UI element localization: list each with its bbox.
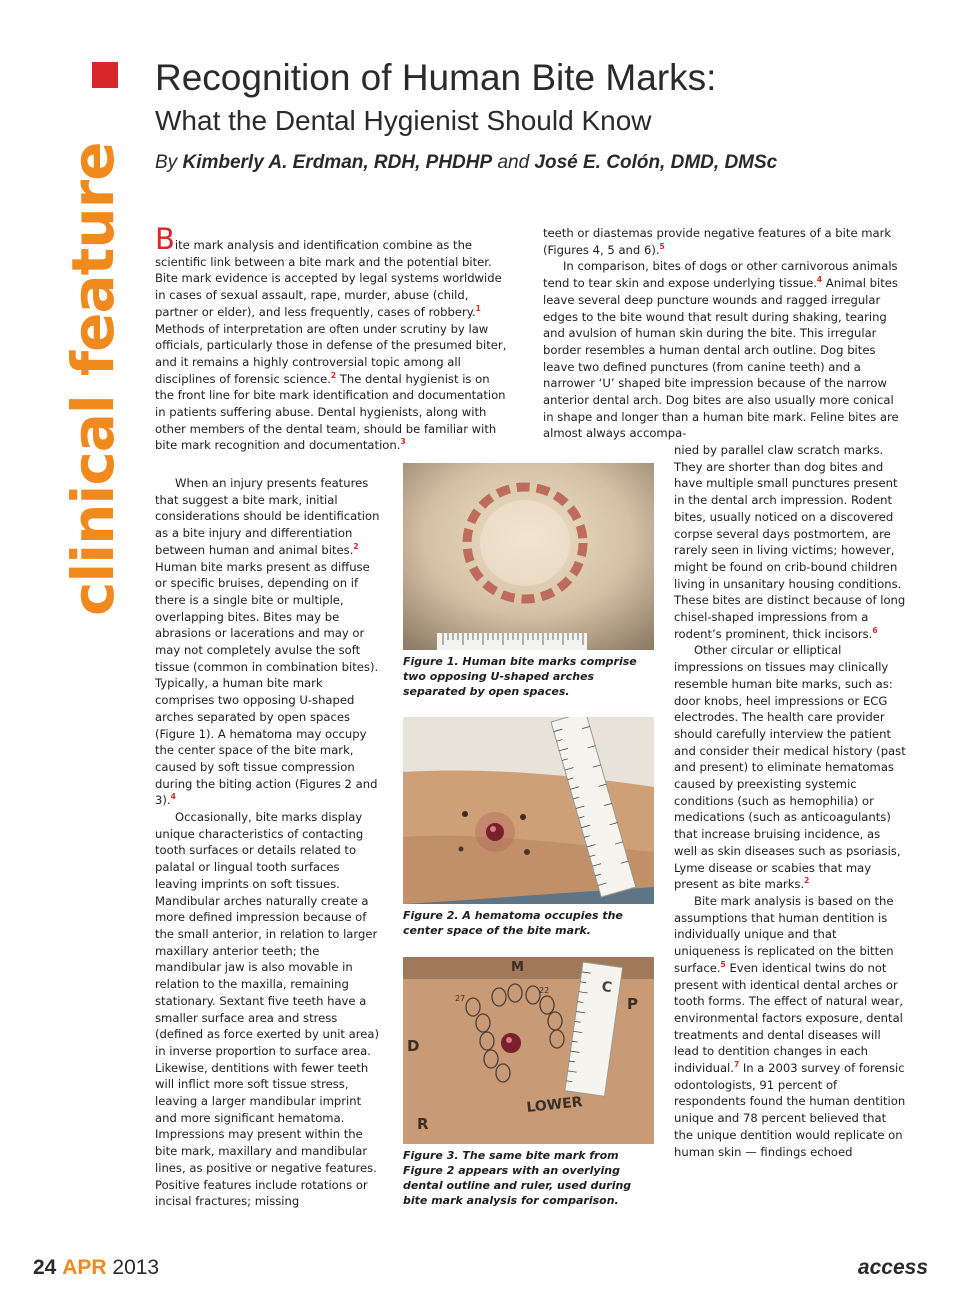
paragraph-intro: Bite mark analysis and identification combine as the scientific link between a bite mark and the potential biter. Bite mark evidence is accepted by legal systems worldwide in cases of sexual assault, rape, murder, abuse (child, partner or elder), and less frequently, cases of robbery.$^1$ Methods of interpretation are often under scrutiny by law officials, particularly those in defense of the presumed biter, and it remains a highly controversial topic among all disciplines of forensic science.$^2$ The dental hygienist is on the front line for bite mark identification and documentation in patients suffering abuse. Dental hygienists, along with other members of the dental team, should be familiar with bite mark recognition and documentation.$^3$ [155,222,507,453]
page-number: 24 [33,1256,57,1279]
author-2: José E. Colón, DMD, DMSc [534,152,778,173]
photo-label-bottom-left: R [417,1115,429,1133]
reference-mark: 2 [330,370,337,380]
photo-label-right: P [627,995,638,1013]
figure-2-photo [403,717,654,904]
column-3 [674,442,906,1160]
paragraph: Other circular or elliptical impressions on tissues may clinically resemble human bite marks, such as: door knobs, heel impressions or ECG electrodes. The health care provider should carefully interview the patient and consider their medical history (past and present) to eliminate hematomas caused by preexisting systemic conditions (such as hemophilia) or medications (such as anticoagulants) that increase bruising incidence, as well as skin diseases such as psoriasis, Lyme disease or scabies that may present as bite marks.$^2$ [674,643,906,892]
section-label: clinical feature [59,142,127,616]
drop-cap: B [155,222,175,256]
ruler-label: C [600,978,614,997]
column-2 [543,225,903,442]
paragraph: When an injury presents features that suggest a bite mark, initial considerations should be identification as a bite injury and differentiation between human and animal bites.$^2$ Human bite marks present as diffuse or specific bruises, depending on if there is a single bite or multiple, overlapping bites. Bites may be abrasions or lacerations and may or may not completely avulse the soft tissue (common in combination bites). Typically, a human bite mark comprises two opposing U-shaped arches separated by open spaces (Figure 1). A hematoma may occupy the center space of the bite mark, caused by soft tissue compression during the biting action (Figures 2 and 3).$^4$ [155,476,380,808]
issue-year: 2013 [112,1256,160,1279]
reference-mark: 7 [733,1060,740,1070]
reference-mark: 3 [400,437,406,447]
reference-mark: 2 [804,876,810,886]
reference-mark: 4 [170,792,176,802]
reference-mark: 6 [872,625,878,635]
figure-1-photo [403,463,654,650]
reference-mark: 4 [816,275,823,285]
column-1 [155,222,507,454]
issue-month: APR [62,1256,107,1279]
author-1: Kimberly A. Erdman, RDH, PHDHP [182,152,493,173]
figure-1-caption: Figure 1. Human bite marks comprise two opposing U-shaped arches separated by open spaces. [403,655,637,698]
reference-mark: 2 [353,541,359,551]
byline [155,150,945,176]
tooth-number-right: 22 [539,986,550,995]
column-1-continued [155,475,385,1210]
figure-2-caption: Figure 2. A hematoma occupies the center space of the bite mark. [403,909,623,937]
paragraph: Bite mark analysis is based on the assumptions that human dentition is individually unique and that uniqueness is replicated on the bitten surface.$^5$ Even identical twins do not present with identical dental arches or tooth forms. The effect of natural wear, environmental factors exposure, dental treatments and dental diseases will lead to dentition changes in each individual.$^7$ In a 2003 survey of forensic odontologists, 91 percent of respondents found the human dentition unique and 78 percent believed that the unique dentition would replicate on human skin — findings echoed [674,893,906,1159]
figure-3-photo [403,957,654,1144]
byline-by: By [155,152,178,173]
paragraph: In comparison, bites of dogs or other carnivorous animals tend to tear skin and expose underlying tissue.$^4$ Animal bites leave several deep puncture wounds and ragged irregular edges to the bite wound that result during shaking, tearing and avulsion of human skin during the bite. This irregular border resembles a human dental arch outline. Dog bites leave two defined punctures (from canine teeth) and a narrower ‘U’ shaped bite impression because of the narrow anterior dental arch. Dog bites are also usually more conical in shape and longer than a human bite mark. Feline bites are almost always accompa- [543,259,899,441]
paragraph: nied by parallel claw scratch marks. They are shorter than dog bites and have multiple small punctures present in the dental arch impression. Rodent bites, usually noticed on a discovered corpse several days postmortem, are rarely seen in living victims; however, might be found on crib-bound children living in unsanitary housing conditions. These bites are distinct because of long chisel-shaped impressions from a rodent’s prominent, thick incisors.$^6$ [674,443,906,641]
photo-label-top: M [511,960,524,975]
paragraph: teeth or diastemas provide negative features of a bite mark (Figures 4, 5 and 6).$^5$ [543,226,892,257]
photo-label-left: D [407,1037,420,1055]
paragraph: Occasionally, bite marks display unique characteristics of contacting tooth surfaces or details related to palatal or lingual tooth surfaces leaving imprints on soft tissues. Mandibular arches naturally create a more defined impression because of the small anterior, in relation to larger maxillary anterior teeth; the mandibular jaw is also movable in relation to the maxilla, remaining stationary. Sextant five teeth have a smaller surface area and stress (defined as force exerted by unit area) in inverse proportion to surface area. Likewise, dentitions with fewer teeth will inflict more soft tissue stress, leaving a larger mandibular imprint and more significant hematoma. Impressions may present within the bite mark, maxillary and mandibular lines, as positive or negative features. Positive features include rotations or incisal fractures; missing [155,810,380,1209]
reference-mark: 5 [659,241,665,251]
reference-mark: 5 [720,959,726,969]
publication-name: access [857,1256,928,1279]
footer-folio [33,1254,159,1282]
tooth-number-left: 27 [455,994,466,1003]
reference-mark: 1 [475,303,481,313]
byline-and: and [497,152,530,173]
photo-label-bottom: LOWER [525,1094,584,1116]
article-title: Recognition of Human Bite Marks: [155,57,717,98]
article-subtitle: What the Dental Hygienist Should Know [155,105,652,136]
figure-3-caption: Figure 3. The same bite mark from Figure 2 appears with an overlying dental outline and ruler, used during bite mark analysis for comparison. [403,1149,632,1207]
section-marker [92,62,118,88]
